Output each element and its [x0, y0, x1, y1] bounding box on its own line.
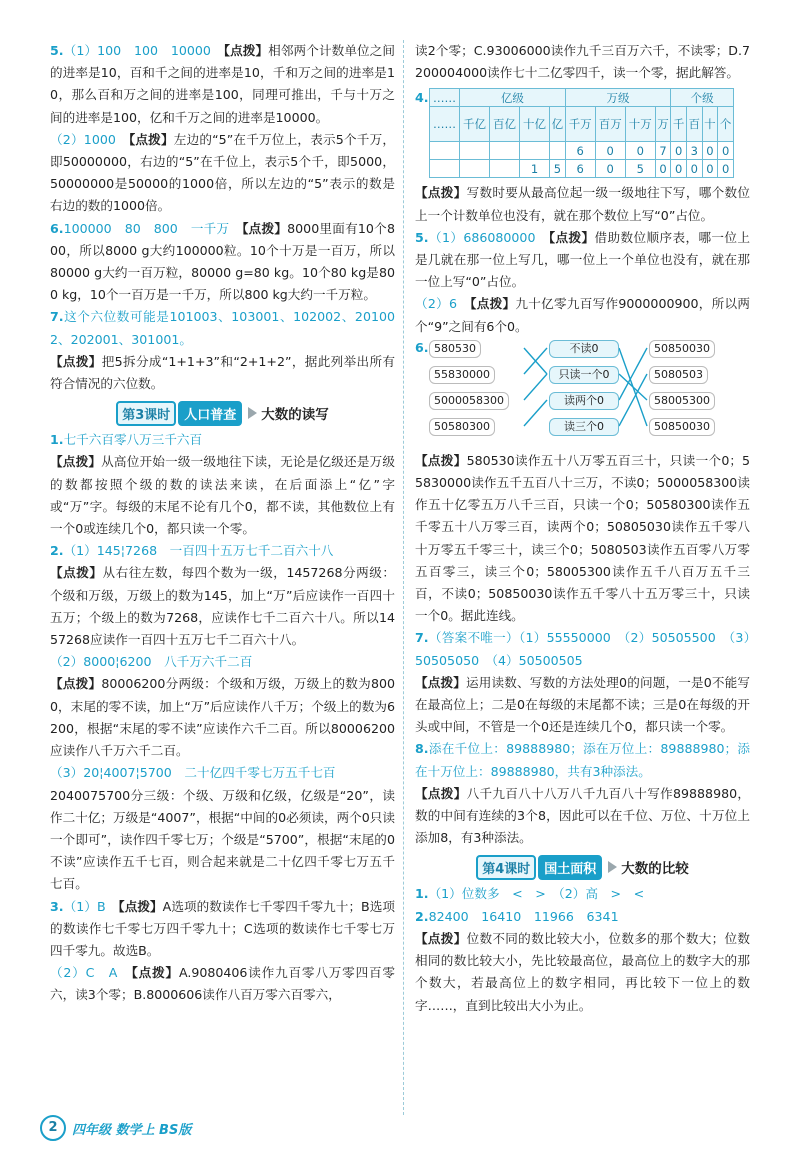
digit-cell [460, 160, 490, 178]
answer-paragraph [50, 306, 395, 350]
answer-paragraph [50, 40, 395, 129]
answer-text: （2）8000¦6200 八千万六千二百 [50, 654, 253, 670]
answer-text: （1）100 100 10000 [63, 43, 224, 58]
explanation-text: 读2个零；C.93006000读作九千三百万六千，不读零；D.7200004000读作七十二亿零四千，读一个零，据此解答。 [415, 43, 750, 81]
place-header: 万 [655, 107, 671, 142]
question-number: 1. [415, 886, 429, 902]
match-line [619, 374, 647, 400]
answer-text: 七千六百零八万三千六百 [63, 432, 203, 448]
match-item: 50850030 [649, 418, 715, 436]
question-number: 7. [50, 309, 64, 325]
column-divider [403, 40, 404, 1115]
answer-paragraph [50, 651, 395, 673]
match-item: 只读一个0 [549, 366, 619, 384]
hint-label: 【点拨】 [548, 229, 595, 245]
match-item: 55830000 [429, 366, 495, 384]
match-line [619, 348, 647, 400]
place-header: 百亿 [490, 107, 520, 142]
hint-label: 【点拨】 [50, 565, 103, 581]
lesson-title: 大数的读写 [261, 407, 329, 424]
match-line [619, 374, 647, 426]
place-header: 个 [718, 107, 734, 142]
explanation-text: 借助数位顺序表，哪一位上是几就在那一位上写几，哪一位上一个单位也没有，就在那一位上写“0”占位。 [415, 229, 751, 290]
answer-paragraph [415, 928, 750, 1017]
digit-cell: 6 [565, 160, 595, 178]
answer-text: （1）686080000 [428, 229, 549, 245]
left-column [50, 40, 395, 1007]
answer-text: （1）145¦7268 一百四十五万七千二百六十八 [63, 543, 334, 559]
answer-paragraph [50, 451, 395, 540]
digit-cell: 0 [595, 160, 625, 178]
digit-cell [550, 142, 566, 160]
question-number: 5. [50, 43, 64, 58]
match-line [524, 400, 547, 426]
hint-label: 【点拨】 [223, 43, 269, 58]
hint-label: 【点拨】 [415, 452, 467, 468]
digit-cell [430, 160, 460, 178]
place-header: 千万 [565, 107, 595, 142]
place-header: 百万 [595, 107, 625, 142]
answer-text: 添在千位上：89888980；添在万位上：89888980；添在十万位上：89888980，共有3种添法。 [415, 741, 750, 779]
answer-paragraph [50, 429, 395, 451]
answer-paragraph [415, 227, 750, 294]
arrow-icon [608, 861, 617, 873]
hint-label: 【点拨】 [470, 296, 516, 312]
arrow-icon [248, 407, 257, 419]
answer-paragraph [50, 762, 395, 784]
digit-cell: 0 [718, 160, 734, 178]
digit-cell [490, 160, 520, 178]
answer-paragraph [415, 40, 750, 84]
question-number: 4. [415, 90, 429, 106]
hint-label: 【点拨】 [242, 220, 288, 236]
place-header: 十 [702, 107, 718, 142]
answer-text: 100000 80 800 一千万 [63, 220, 243, 236]
page-footer [40, 1115, 191, 1141]
question-number: 6. [415, 339, 429, 355]
hint-label: 【点拨】 [128, 131, 174, 147]
place-header: 亿 [550, 107, 566, 142]
answer-text: （1）位数多 < > （2）高 > < [428, 886, 645, 902]
digit-cell: 0 [671, 142, 687, 160]
question-number: 3. [50, 898, 64, 914]
answer-paragraph [50, 785, 395, 896]
answer-paragraph [50, 218, 395, 307]
answer-text: （2）C A [50, 965, 132, 981]
explanation-text: 从高位开始一级一级地往下读，无论是亿级还是万级的数都按照个级的数的读法来读，在后面添上“亿”字或“万”字。每级的末尾不论有几个0，都不读，其他数位上有一个0或连续几个0，都只读一个零。 [50, 454, 396, 537]
answer-text: （答案不唯一）（1）55550000 （2）50505500 （3）50505050 （4）50500505 [415, 630, 750, 668]
match-line [524, 374, 547, 400]
answer-paragraph [415, 738, 750, 782]
digit-cell: 7 [655, 142, 671, 160]
explanation-text: 2040075700分三级：个级、万级和亿级，亿级是“20”，读作二十亿；万级是“4007”，根据“中间的0必须读，两个0只读一个即可”，读作四千零七万；个级是“5700”，根据“末尾的0不读”应读作五千七百，则合起来就是二十亿四千零七万五千七百。 [50, 787, 395, 892]
digit-cell [520, 142, 550, 160]
answer-paragraph [415, 627, 750, 671]
answer-paragraph [50, 673, 395, 762]
explanation-text: 位数不同的数比较大小，位数多的那个数大；位数相同的数比较大小，先比较最高位，最高位上的数字大的那个数大，若最高位上的数字相同，再比较下一位上的数字……，直到比较出大小为止。 [415, 930, 751, 1013]
place-header: …… [430, 107, 460, 142]
explanation-text: 写数时要从最高位起一级一级地往下写，哪个数位上一个计数单位也没有，就在那个数位上写“0”占位。 [415, 185, 751, 223]
answer-paragraph [415, 450, 750, 628]
group-header: …… [430, 89, 460, 107]
hint-label: 【点拨】 [415, 785, 467, 801]
digit-cell: 5 [625, 160, 655, 178]
explanation-text: 8000里面有10个800，所以8000 g大约100000粒。10个十万是一百万，所以80000 g大约一百万粒，80000 g=80 kg。10个80 kg是800 kg，10个一百万是一千万，所以800 kg大约一千万粒。 [50, 220, 395, 303]
hint-label: 【点拨】 [118, 898, 163, 914]
answer-paragraph [50, 962, 395, 1006]
answer-paragraph [415, 906, 750, 928]
lesson-number: 第4课时 [476, 855, 536, 880]
answer-paragraph [50, 129, 395, 218]
hint-label: 【点拨】 [131, 965, 179, 981]
explanation-text: 九十亿零九百写作9000000900，所以两个“9”之间有6个0。 [415, 296, 750, 334]
question-number: 7. [415, 630, 429, 646]
answer-paragraph [415, 783, 750, 850]
group-header: 万级 [565, 89, 671, 107]
place-header: 十亿 [520, 107, 550, 142]
digit-cell: 0 [625, 142, 655, 160]
answer-text: （2）6 [415, 296, 471, 312]
explanation-text: A.9080406读作九百零八万零四百零六，读3个零；B.8000606读作八百万零六百零六， [50, 965, 396, 1003]
digit-cell: 0 [671, 160, 687, 178]
digit-cell [430, 142, 460, 160]
match-item: 50580300 [429, 418, 495, 436]
answer-paragraph [50, 540, 395, 562]
group-header: 亿级 [460, 89, 566, 107]
lesson-header [50, 401, 395, 425]
question-number: 2. [50, 543, 64, 559]
explanation-text: 把5拆分成“1+1+3”和“2+1+2”，据此列举出所有符合情况的六位数。 [50, 353, 395, 392]
answer-text: 这个六位数可能是101003、103001、102002、201002、202001、301001。 [50, 309, 395, 347]
lesson-header [415, 855, 750, 879]
hint-label: 【点拨】 [415, 674, 467, 690]
answer-paragraph [415, 883, 750, 905]
digit-cell: 1 [520, 160, 550, 178]
match-item: 5000058300 [429, 392, 509, 410]
explanation-text: 相邻两个计数单位之间的进率是10，百和千之间的进率是10，千和万之间的进率是10，那么百和万之间的进率是100，同理可推出，千与十万之间的进率是100，亿和千万之间的进率是10000。 [50, 43, 396, 125]
digit-cell: 0 [686, 160, 702, 178]
explanation-text: 八千九百八十八万八千九百八十写作89888980，数的中间有连续的3个8，因此可以在千位、万位、十万位上添加8，有3种添法。 [415, 785, 751, 846]
hint-label: 【点拨】 [50, 454, 102, 470]
explanation-text: 运用读数、写数的方法处理0的问题，一是0不能写在最高位上；二是0在每级的末尾都不读；三是0在每级的开头或中间，不管是一个0还是连续几个0，都只读一个零。 [415, 674, 750, 735]
question-number: 2. [415, 908, 429, 924]
hint-label: 【点拨】 [50, 676, 102, 692]
place-value-table [429, 88, 734, 178]
digit-cell: 3 [686, 142, 702, 160]
place-header: 百 [686, 107, 702, 142]
match-item: 不读0 [549, 340, 619, 358]
explanation-text: 80006200分两级：个级和万级，万级上的数为8000，末尾的零不读，加上“万”后应读作八千万；个级上的数为6200，根据“末尾的零不读”应读作六千二百。所以80006200应读作八千万六千二百。 [50, 676, 396, 759]
answer-paragraph [415, 293, 750, 337]
hint-label: 【点拨】 [415, 185, 467, 201]
match-item: 读三个0 [549, 418, 619, 436]
digit-cell: 0 [702, 160, 718, 178]
hint-label: 【点拨】 [50, 353, 102, 369]
lesson-title: 大数的比较 [621, 861, 689, 878]
explanation-text: 左边的“5”在千万位上，表示5个千万，即50000000，右边的“5”在千位上，表示5个千，即5000，50000000是50000的1000倍，所以左边的“5”表示的数是右边的数的1000倍。 [50, 131, 395, 214]
answer-text: （2）1000 [50, 131, 129, 147]
lesson-topic: 国土面积 [538, 855, 602, 880]
question-number: 6. [50, 220, 64, 236]
answer-text: （1）B [63, 898, 119, 914]
digit-cell: 0 [655, 160, 671, 178]
match-item: 读两个0 [549, 392, 619, 410]
group-header: 个级 [671, 89, 734, 107]
right-column [415, 40, 750, 1017]
answer-paragraph [50, 351, 395, 395]
explanation-text: 从右往左数，每四个数为一级，1457268分两级：个级和万级，万级上的数为145，加上“万”后应读作一百四十五万；个级上的数为7268，应读作七千二百六十八。所以1457268应读作一百四十五万七千二百六十八。 [50, 565, 395, 648]
digit-cell: 5 [550, 160, 566, 178]
digit-cell: 6 [565, 142, 595, 160]
digit-cell: 0 [702, 142, 718, 160]
matching-exercise [415, 339, 750, 444]
answer-paragraph [50, 896, 395, 963]
place-header: 千亿 [460, 107, 490, 142]
question-number: 8. [415, 741, 429, 757]
explanation-text: 580530读作五十八万零五百三十，只读一个0；55830000读作五千五百八十三万，不读0；5000058300读作五十亿零五万八千三百，只读一个0；50580300读作五千零五十八万零三百，读两个0；50805030读作五千零八十万零五千零三十，读三个0；5080503读作五百零八万零五百零三，读三个0；58005300读作五千八百万五千三百，不读0；50850030读作五千零八十五万零三十，只读一个0。据此连线。 [415, 452, 751, 624]
question-number: 1. [50, 432, 64, 448]
answer-text: 82400 16410 11966 6341 [428, 908, 619, 924]
digit-cell [460, 142, 490, 160]
digit-cell [490, 142, 520, 160]
page-number: 2 [40, 1115, 66, 1141]
lesson-number: 第3课时 [116, 401, 176, 426]
answer-paragraph [415, 672, 750, 739]
match-item: 5080503 [649, 366, 708, 384]
question-number: 5. [415, 229, 429, 245]
answer-text: （3）20¦4007¦5700 二十亿四千零七万五千七百 [50, 765, 336, 781]
answer-paragraph [415, 182, 750, 226]
hint-label: 【点拨】 [415, 930, 467, 946]
digit-cell: 0 [595, 142, 625, 160]
match-item: 50850030 [649, 340, 715, 358]
lesson-topic: 人口普查 [178, 401, 242, 426]
book-brand: 四年级 数学上 BS版 [72, 1122, 192, 1138]
match-item: 58005300 [649, 392, 715, 410]
digit-cell: 0 [718, 142, 734, 160]
answer-paragraph [50, 562, 395, 651]
place-header: 十万 [625, 107, 655, 142]
match-item: 580530 [429, 340, 481, 358]
explanation-text: A选项的数读作七千零四千零九十；B选项的数读作七千零七万四千零九十；C选项的数读作七千零七万四千零九。故选B。 [50, 898, 395, 958]
place-header: 千 [671, 107, 687, 142]
